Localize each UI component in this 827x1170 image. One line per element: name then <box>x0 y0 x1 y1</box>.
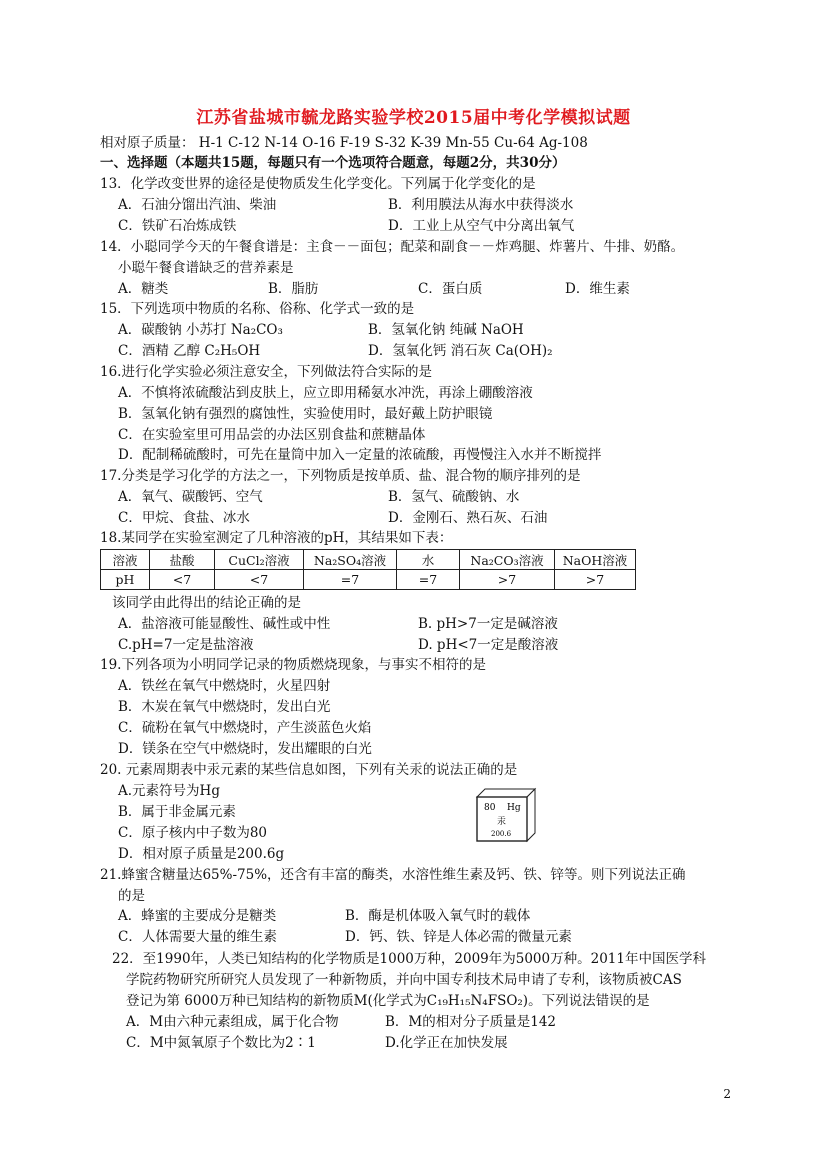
q20-option-d: D．相对原子质量是200.6g <box>118 846 285 862</box>
q17-stem: 17.分类是学习化学的方法之一，下列物质是按单质、盐、混合物的顺序排列的是 <box>100 468 581 484</box>
q20-option-a: A.元素符号为Hg <box>118 783 220 799</box>
table-header-cell: CuCl₂溶液 <box>215 550 304 570</box>
q18-option-d: D. pH<7一定是酸溶液 <box>418 637 559 653</box>
q13-option-a: A．石油分馏出汽油、柴油 <box>118 197 277 213</box>
q22-stem-cont2: 登记为第 6000万种已知结构的新物质M(化学式为C₁₉H₁₅N₄FSO₂)。下列说法错误的是 <box>126 993 650 1009</box>
ph-table <box>100 549 636 590</box>
table-header-cell: Na₂SO₄溶液 <box>304 550 397 570</box>
page-title: 江苏省盐城市毓龙路实验学校2015届中考化学模拟试题 <box>196 108 631 128</box>
q21-option-d: D．钙、铁、锌是人体必需的微量元素 <box>345 929 572 945</box>
q17-option-a: A．氧气、碳酸钙、空气 <box>118 489 263 505</box>
q15-option-a: A．碳酸钠 小苏打 Na₂CO₃ <box>118 322 283 338</box>
atomic-mass: 200.6 <box>491 830 512 838</box>
q14-option-c: C．蛋白质 <box>418 281 483 297</box>
q13-option-c: C．铁矿石冶炼成铁 <box>118 218 237 234</box>
q22-option-d: D.化学正在加快发展 <box>385 1035 508 1051</box>
q16-option-a: A．不慎将浓硫酸沾到皮肤上，应立即用稀氨水冲洗，再涂上硼酸溶液 <box>118 385 533 401</box>
page-number: 2 <box>723 1087 731 1101</box>
q17-option-d: D．金刚石、熟石灰、石油 <box>388 510 548 526</box>
atomic-masses: 相对原子质量： H-1 C-12 N-14 O-16 F-19 S-32 K-39 Mn-55 Cu-64 Ag-108 <box>100 135 588 151</box>
table-cell: pH <box>101 570 150 590</box>
q18-option-b: B. pH>7一定是碱溶液 <box>418 616 558 632</box>
table-cell: <7 <box>215 570 304 590</box>
q13-option-b: B．利用膜法从海水中获得淡水 <box>388 197 574 213</box>
q21-option-b: B．酶是机体吸入氧气时的载体 <box>345 908 531 924</box>
q14-stem: 14．小聪同学今天的午餐食谱是：主食－－面包；配菜和副食－－炸鸡腿、炸薯片、牛排、奶酪。 <box>100 239 685 255</box>
q18-option-c: C.pH=7一定是盐溶液 <box>118 637 254 653</box>
table-header-cell: 水 <box>397 550 460 570</box>
q22-option-b: B．M的相对分子质量是142 <box>385 1014 557 1030</box>
table-cell: >7 <box>555 570 636 590</box>
table-cell: =7 <box>397 570 460 590</box>
q20-option-b: B．属于非金属元素 <box>118 804 236 820</box>
q14-option-d: D．维生素 <box>565 281 630 297</box>
q22-option-a: A．M由六种元素组成，属于化合物 <box>126 1014 339 1030</box>
q16-stem: 16.进行化学实验必须注意安全，下列做法符合实际的是 <box>100 364 432 380</box>
table-cell: >7 <box>460 570 555 590</box>
section-heading: 一、选择题（本题共15题，每题只有一个选项符合题意，每题2分，共30分） <box>100 155 566 171</box>
q21-stem-cont: 的是 <box>118 888 145 904</box>
table-cell: <7 <box>150 570 215 590</box>
q15-option-c: C．酒精 乙醇 C₂H₅OH <box>118 343 261 359</box>
ph-table-header-row <box>101 550 636 570</box>
q22-stem: 22．至1990年，人类已知结构的化学物质是1000万种，2009年为5000万种。2011年中国医学科 <box>112 951 706 967</box>
table-header-cell: Na₂CO₃溶液 <box>460 550 555 570</box>
q15-stem: 15．下列选项中物质的名称、俗称、化学式一致的是 <box>100 301 415 317</box>
q14-option-b: B．脂肪 <box>268 281 319 297</box>
ph-table-value-row <box>101 570 636 590</box>
q19-option-c: C．硫粉在氧气中燃烧时，产生淡蓝色火焰 <box>118 720 372 736</box>
q22-option-c: C．M中氮氧原子个数比为2∶1 <box>126 1035 316 1051</box>
q19-stem: 19.下列各项为小明同学记录的物质燃烧现象，与事实不相符的是 <box>100 657 486 673</box>
table-header-cell: 溶液 <box>101 550 150 570</box>
atomic-number: 80 <box>484 803 496 813</box>
table-header-cell: 盐酸 <box>150 550 215 570</box>
q18-stem-cont: 该同学由此得出的结论正确的是 <box>112 595 301 611</box>
q15-option-b: B．氢氧化钠 纯碱 NaOH <box>368 322 524 338</box>
q18-option-a: A．盐溶液可能显酸性、碱性或中性 <box>118 616 331 632</box>
q16-option-c: C．在实验室里可用品尝的办法区别食盐和蔗糖晶体 <box>118 427 426 443</box>
q21-stem: 21.蜂蜜含糖量达65%-75%，还含有丰富的酶类，水溶性维生素及钙、铁、锌等。则下列说法正确 <box>100 867 686 883</box>
q13-stem: 13．化学改变世界的途径是使物质发生化学变化。下列属于化学变化的是 <box>100 176 536 192</box>
q19-option-a: A．铁丝在氧气中燃烧时，火星四射 <box>118 678 331 694</box>
q13-option-d: D．工业上从空气中分离出氧气 <box>388 218 575 234</box>
q19-option-d: D．镁条在空气中燃烧时，发出耀眼的白光 <box>118 741 372 757</box>
q21-option-a: A．蜂蜜的主要成分是糖类 <box>118 908 277 924</box>
q16-option-b: B．氢氧化钠有强烈的腐蚀性，实验使用时，最好戴上防护眼镜 <box>118 406 493 422</box>
q15-option-d: D．氢氧化钙 消石灰 Ca(OH)₂ <box>368 343 553 359</box>
q22-stem-cont: 学院药物研究所研究人员发现了一种新物质，并向中国专利技术局申请了专利，该物质被CAS <box>126 972 682 988</box>
table-header-cell: NaOH溶液 <box>555 550 636 570</box>
mercury-element-card <box>475 787 537 843</box>
q16-option-d: D．配制稀硫酸时，可先在量筒中加入一定量的浓硫酸，再慢慢注入水并不断搅拌 <box>118 447 602 463</box>
element-symbol: Hg <box>507 803 521 813</box>
q20-option-c: C．原子核内中子数为80 <box>118 825 268 841</box>
element-name: 汞 <box>497 817 507 827</box>
q17-option-c: C．甲烷、食盐、冰水 <box>118 510 250 526</box>
q14-option-a: A．糖类 <box>118 281 169 297</box>
table-cell: =7 <box>304 570 397 590</box>
q17-option-b: B．氢气、硫酸钠、水 <box>388 489 520 505</box>
q14-stem-cont: 小聪午餐食谱缺乏的营养素是 <box>118 260 294 276</box>
q18-stem: 18.某同学在实验室测定了几种溶液的pH，其结果如下表： <box>100 530 453 546</box>
q21-option-c: C．人体需要大量的维生素 <box>118 929 277 945</box>
q20-stem: 20. 元素周期表中汞元素的某些信息如图，下列有关汞的说法正确的是 <box>100 762 518 778</box>
q19-option-b: B．木炭在氧气中燃烧时，发出白光 <box>118 699 331 715</box>
